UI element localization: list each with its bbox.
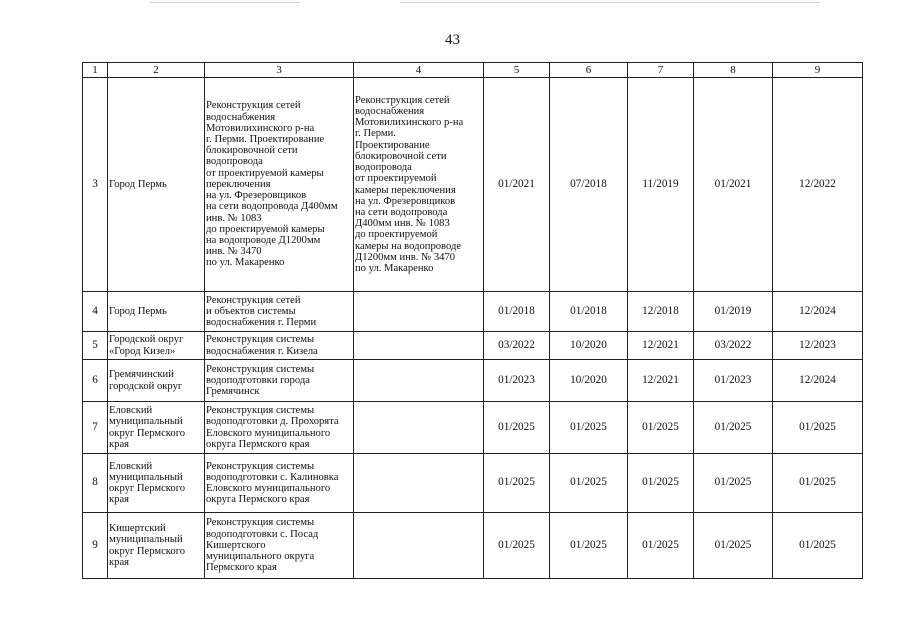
date-cell-8: 01/2023	[694, 360, 773, 402]
date-cell-6: 07/2018	[550, 78, 628, 292]
date-cell-5: 01/2023	[484, 360, 550, 402]
date-cell-9: 01/2025	[773, 513, 863, 579]
date-cell-9: 12/2023	[773, 332, 863, 360]
project-cell: Реконструкция сетей водоснабжения Мотовилихинского р-на г. Перми. Проектирование блокировочной сети водопровода от проектируемой камеры переключения на ул. Фрезеровщиков на сети водопровода Д400мм инв. № 1083 до проектируемой камеры на водопроводе Д1200мм инв. № 3470 по ул. Макаренко	[205, 78, 354, 292]
date-cell-7: 12/2021	[628, 360, 694, 402]
date-cell-7: 01/2025	[628, 402, 694, 454]
organization-cell: Город Пермь	[108, 292, 205, 332]
header-cell: 5	[484, 63, 550, 78]
row-number-cell: 5	[83, 332, 108, 360]
date-cell-5: 01/2025	[484, 454, 550, 513]
header-cell: 9	[773, 63, 863, 78]
project-column-4-cell	[354, 360, 484, 402]
table-row	[83, 513, 863, 579]
date-cell-5: 01/2025	[484, 513, 550, 579]
row-number-cell: 3	[83, 78, 108, 292]
project-cell: Реконструкция системы водоподготовки д. Прохорята Еловского муниципального округа Пермского края	[205, 402, 354, 454]
header-cell: 6	[550, 63, 628, 78]
project-column-4-cell	[354, 402, 484, 454]
date-cell-9: 12/2024	[773, 360, 863, 402]
organization-cell: Кишертский муниципальный округ Пермского края	[108, 513, 205, 579]
project-cell: Реконструкция системы водоподготовки города Гремячинск	[205, 360, 354, 402]
organization-cell: Гремячинский городской округ	[108, 360, 205, 402]
date-cell-7: 11/2019	[628, 78, 694, 292]
date-cell-6: 10/2020	[550, 360, 628, 402]
header-cell: 3	[205, 63, 354, 78]
date-cell-6: 01/2018	[550, 292, 628, 332]
table-row	[83, 332, 863, 360]
row-number-cell: 8	[83, 454, 108, 513]
date-cell-7: 01/2025	[628, 513, 694, 579]
date-cell-5: 01/2021	[484, 78, 550, 292]
project-cell: Реконструкция системы водоподготовки с. Калиновка Еловского муниципального округа Пермского края	[205, 454, 354, 513]
project-column-4-cell	[354, 292, 484, 332]
date-cell-7: 01/2025	[628, 454, 694, 513]
date-cell-9: 01/2025	[773, 402, 863, 454]
data-table	[82, 62, 863, 579]
project-column-4-cell	[354, 454, 484, 513]
table-header-row	[83, 63, 863, 78]
page-number: 43	[445, 32, 460, 48]
row-number-cell: 4	[83, 292, 108, 332]
table-row	[83, 292, 863, 332]
organization-cell: Город Пермь	[108, 78, 205, 292]
header-cell: 8	[694, 63, 773, 78]
header-cell: 2	[108, 63, 205, 78]
project-cell: Реконструкция системы водоснабжения г. Кизела	[205, 332, 354, 360]
project-cell: Реконструкция системы водоподготовки с. Посад Кишертского муниципального округа Пермского края	[205, 513, 354, 579]
table-row	[83, 78, 863, 292]
date-cell-5: 01/2025	[484, 402, 550, 454]
date-cell-7: 12/2021	[628, 332, 694, 360]
project-column-4-cell: Реконструкция сетей водоснабжения Мотовилихинского р-на г. Перми. Проектирование блокировочной сети водопровода от проектируемой камеры переключения на ул. Фрезеровщиков на сети водопровода Д400мм инв. № 1083 до проектируемой камеры на водопроводе Д1200мм инв. № 3470 по ул. Макаренко	[354, 78, 484, 292]
date-cell-8: 01/2025	[694, 402, 773, 454]
table-row	[83, 454, 863, 513]
project-column-4-cell	[354, 332, 484, 360]
table-body	[83, 63, 863, 579]
date-cell-8: 01/2019	[694, 292, 773, 332]
date-cell-6: 01/2025	[550, 513, 628, 579]
organization-cell: Еловский муниципальный округ Пермского края	[108, 402, 205, 454]
date-cell-8: 03/2022	[694, 332, 773, 360]
date-cell-6: 01/2025	[550, 402, 628, 454]
row-number-cell: 9	[83, 513, 108, 579]
date-cell-7: 12/2018	[628, 292, 694, 332]
date-cell-9: 12/2024	[773, 292, 863, 332]
project-column-4-cell	[354, 513, 484, 579]
organization-cell: Городской округ «Город Кизел»	[108, 332, 205, 360]
row-number-cell: 6	[83, 360, 108, 402]
date-cell-5: 01/2018	[484, 292, 550, 332]
row-number-cell: 7	[83, 402, 108, 454]
table-row	[83, 402, 863, 454]
date-cell-6: 01/2025	[550, 454, 628, 513]
organization-cell: Еловский муниципальный округ Пермского края	[108, 454, 205, 513]
date-cell-8: 01/2021	[694, 78, 773, 292]
header-cell: 7	[628, 63, 694, 78]
project-cell: Реконструкция сетей и объектов системы водоснабжения г. Перми	[205, 292, 354, 332]
header-cell: 4	[354, 63, 484, 78]
date-cell-6: 10/2020	[550, 332, 628, 360]
date-cell-9: 12/2022	[773, 78, 863, 292]
header-cell: 1	[83, 63, 108, 78]
date-cell-9: 01/2025	[773, 454, 863, 513]
scan-edge-line-right	[400, 2, 820, 3]
date-cell-8: 01/2025	[694, 454, 773, 513]
date-cell-8: 01/2025	[694, 513, 773, 579]
table-row	[83, 360, 863, 402]
scan-edge-line-left	[150, 2, 300, 3]
date-cell-5: 03/2022	[484, 332, 550, 360]
